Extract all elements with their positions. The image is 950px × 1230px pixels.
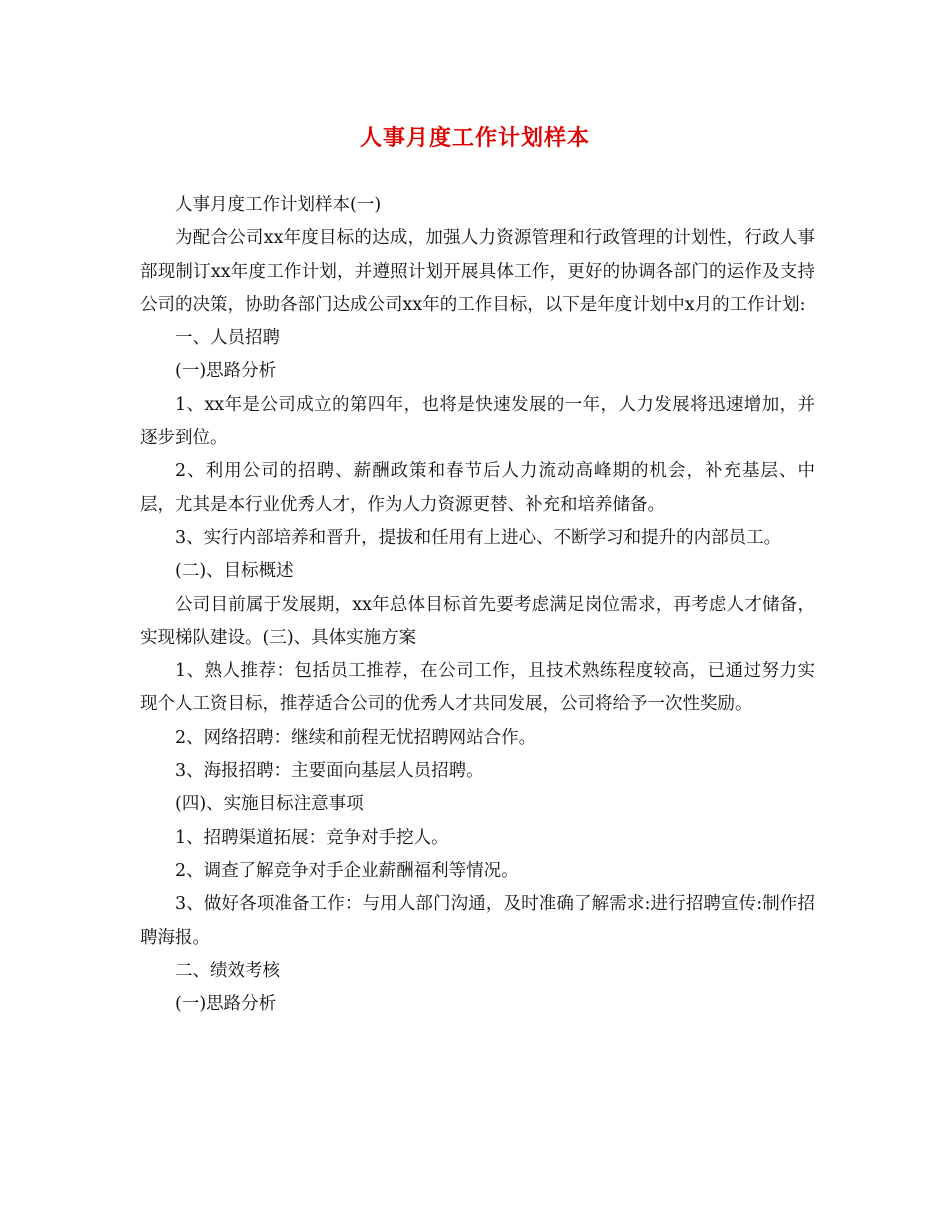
paragraph: 2、网络招聘：继续和前程无忧招聘网站合作。	[175, 727, 537, 748]
paragraph: (四)、实施目标注意事项	[175, 794, 364, 815]
paragraph: 为配合公司xx年度目标的达成，加强人力资源管理和行政管理的计划性，行政人事部现制订xx年度工作计划，并遵照计划开展具体工作，更好的协调各部门的运作及支持公司的决策，协助各部门达成公司xx年的工作目标，以下是年度计划中x月的工作计划:	[140, 228, 815, 315]
document-body	[140, 189, 815, 1021]
document-title: 人事月度工作计划样本	[359, 125, 590, 151]
paragraph: 1、熟人推荐：包括员工推荐，在公司工作，且技术熟练程度较高，已通过努力实现个人工资目标，推荐适合公司的优秀人才共同发展，公司将给予一次性奖励。	[140, 661, 815, 715]
paragraph: 人事月度工作计划样本(一)	[175, 195, 382, 215]
paragraph: 2、利用公司的招聘、薪酬政策和春节后人力流动高峰期的机会，补充基层、中层，尤其是本行业优秀人才，作为人力资源更替、补充和培养储备。	[140, 461, 815, 515]
paragraph: 一、人员招聘	[175, 328, 280, 349]
paragraph: 3、实行内部培养和晋升，提拔和任用有上进心、不断学习和提升的内部员工。	[175, 527, 782, 548]
paragraph: 3、做好各项准备工作：与用人部门沟通，及时准确了解需求:进行招聘宣传:制作招聘海报。	[140, 894, 815, 948]
paragraph: (二)、目标概述	[175, 561, 294, 582]
paragraph: 3、海报招聘：主要面向基层人员招聘。	[175, 761, 484, 782]
paragraph: 2、调查了解竞争对手企业薪酬福利等情况。	[175, 860, 519, 881]
paragraph: 二、绩效考核	[175, 960, 280, 981]
paragraph: 1、xx年是公司成立的第四年，也将是快速发展的一年，人力发展将迅速增加，并逐步到位。	[140, 394, 815, 449]
paragraph: (一)思路分析	[175, 361, 277, 382]
paragraph: (一)思路分析	[175, 994, 277, 1015]
paragraph: 公司目前属于发展期，xx年总体目标首先要考虑满足岗位需求，再考虑人才储备，实现梯队建设。(三)、具体实施方案	[140, 594, 815, 648]
paragraph: 1、招聘渠道拓展：竞争对手挖人。	[175, 827, 449, 848]
